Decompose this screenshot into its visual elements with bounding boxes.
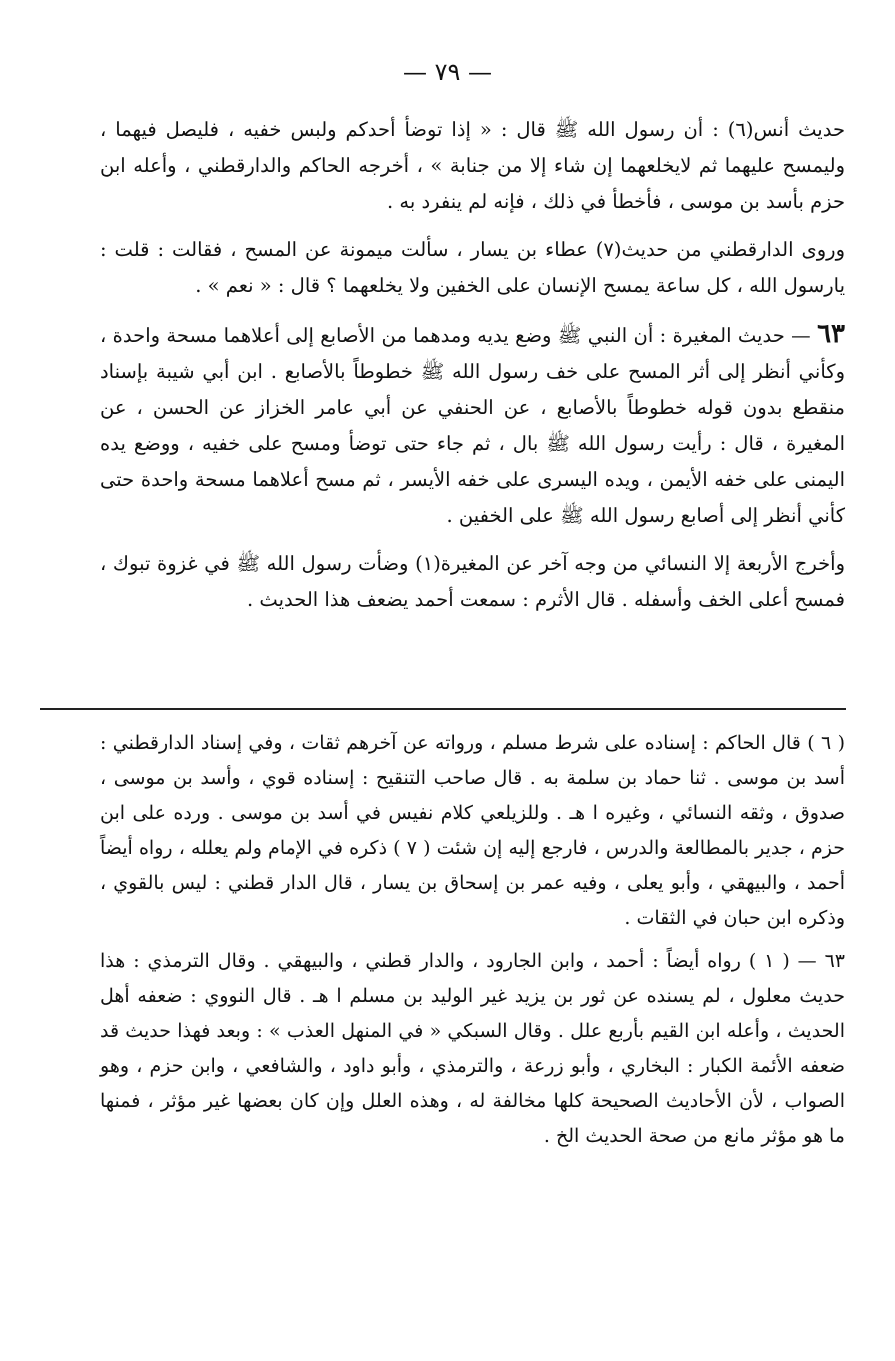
paragraph-anas: حديث أنس(٦) : أن رسول الله ﷺ قال : « إذا توضأ أحدكم ولبس خفيه ، فليصل فيهما ، وليمسح عليهما ثم لايخلعهما إن شاء إلا من جنابة » ، أخرجه الحاكم والدارقطني ، وأعله ابن حزم بأسد بن موسى ، فأخطأ في ذلك ، فإنه لم ينفرد به . — [100, 118, 845, 213]
main-text — [100, 112, 845, 630]
footnotes — [100, 726, 845, 1162]
footnote-6-7: ( ٦ ) قال الحاكم : إسناده على شرط مسلم ، ورواته عن آخرهم ثقات ، وفي إسناد الدارقطني : أسد بن موسى . ثنا حماد بن سلمة به . قال صاحب التنقيح : إسناده قوي ، وأسد بن موسى ، صدوق ، وثقه النسائي ، وغيره ا هـ . وللزيلعي كلام نفيس في أسد بن موسى . ورده على ابن حزم ، جدير بالمطالعة والدرس ، فارجع إليه إن شئت ( ٧ ) ذكره في الإمام ولم يعلله ، رواه أيضاً أحمد ، والبيهقي ، وأبو يعلى ، وفيه عمر بن إسحاق بن يسار ، قال الدار قطني : ليس بالقوي ، وذكره ابن حبان في الثقات . — [100, 732, 846, 929]
page-number: — ٧٩ — — [402, 58, 493, 86]
paragraph-arbaa: وأخرج الأربعة إلا النسائي من وجه آخر عن المغيرة(١) وضأت رسول الله ﷺ في غزوة تبوك ، فمسح أعلى الخف وأسفله . قال الأثرم : سمعت أحمد يضعف هذا الحديث . — [100, 552, 845, 611]
paragraph-ata: وروى الدارقطني من حديث(٧) عطاء بن يسار ، سألت ميمونة عن المسح ، فقالت : قلت : يارسول الله ، كل ساعة يمسح الإنسان على الخفين ولا يخلعهما ؟ قال : « نعم » . — [100, 238, 845, 297]
paragraph-mughira-text: — حديث المغيرة : أن النبي ﷺ وضع يديه ومدهما من الأصابع إلى أعلاهما مسحة واحدة ، وكأني أنظر إلى أثر المسح على خف رسول الله ﷺ خطوطاً بالأصابع . ابن أبي شيبة بإسناد منقطع بدون قوله خطوطاً بالأصابع ، عن الحنفي عن أبي عامر الخزاز عن الحسن ، عن المغيرة ، قال : رأيت رسول الله ﷺ بال ، ثم جاء حتى توضأ ومسح على خفيه ، ووضع يده اليمنى على خفه الأيمن ، ويده اليسرى على خفه الأيسر ، ثم مسح أعلاهما مسحة واحدة حتى كأني أنظر إلى أصابع رسول الله ﷺ على الخفين . — [100, 324, 845, 527]
paragraph-mughira — [100, 316, 845, 534]
footnote-63-1: ٦٣ — ( ١ ) رواه أيضاً : أحمد ، وابن الجارود ، والدار قطني ، والبيهقي . وقال الترمذي : هذا حديث معلول ، لم يسنده عن ثور بن يزيد غير الوليد بن مسلم ا هـ . قال النووي : ضعفه أهل الحديث ، وأعله ابن القيم بأربع علل . وقال السبكي « في المنهل العذب » : وبعد فهذا حديث قد ضعفه الأئمة الكبار : البخاري ، وأبو زرعة ، والترمذي ، وأبو داود ، والشافعي ، وابن حزم ، وهو الصواب ، لأن الأحاديث الصحيحة كلها مخالفة له ، وهذه العلل وإن كان بعضها غير مؤثر ، فمنها ما هو مؤثر مانع من صحة الحديث الخ . — [100, 950, 846, 1147]
hadith-number: ٦٣ — [817, 319, 845, 349]
footnote-divider — [40, 708, 846, 710]
